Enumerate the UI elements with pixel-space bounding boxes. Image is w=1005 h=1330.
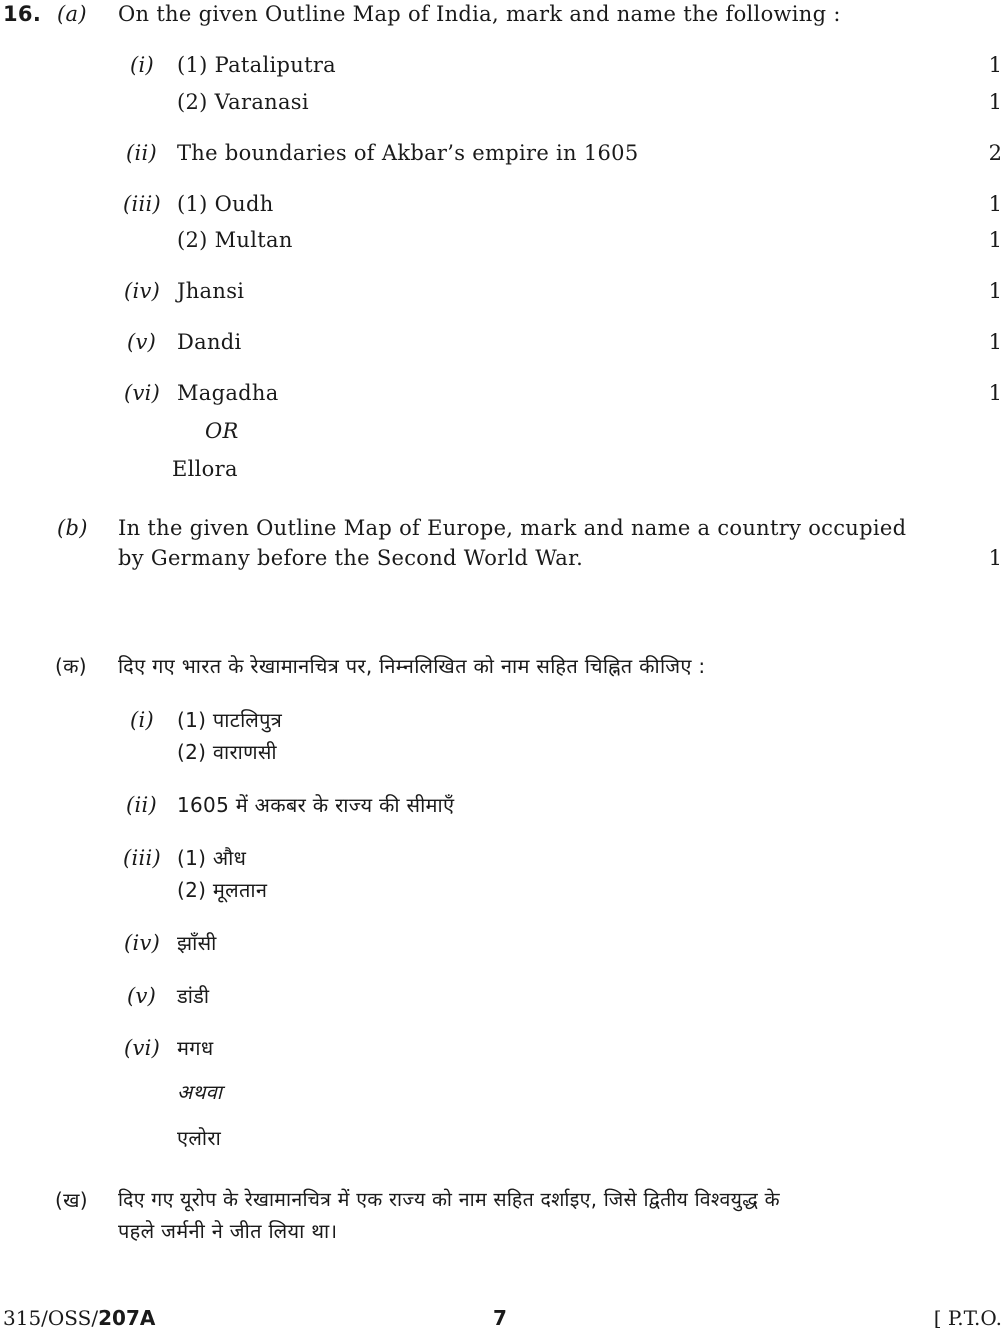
footer-code [3,1306,155,1330]
hindi-item-v-line-1: डांडी [177,984,210,1008]
item-vi-line-1-marks: 1 [988,381,1002,405]
hindi-item-iii-label: (iii) [123,846,162,870]
item-vi-alternative: Ellora [172,457,238,481]
item-iii-line-1-marks: 1 [988,192,1002,216]
item-ii-line-1: The boundaries of Akbar’s empire in 1605 [177,141,639,165]
item-v-line-1-marks: 1 [988,330,1002,354]
part-b-label: (b) [57,516,88,540]
item-iii-line-2-marks: 1 [988,228,1002,252]
hindi-item-iv-line-1: झाँसी [177,931,217,955]
item-iv-line-1-marks: 1 [988,279,1002,303]
pto-label: [ P.T.O. [933,1306,1002,1330]
hindi-item-vi-or: अथवा [177,1080,223,1104]
hindi-item-iv-label: (iv) [124,931,161,955]
item-v-label: (v) [127,330,157,354]
item-iv-line-1: Jhansi [177,279,245,303]
page-number: 7 [493,1306,507,1330]
item-iii-line-1: (1) Oudh [177,192,274,216]
hindi-item-v-label: (v) [127,984,157,1008]
hindi-part-a-label: (क) [55,654,87,678]
item-ii-line-1-marks: 2 [988,141,1002,165]
hindi-item-ii-label: (ii) [126,793,158,817]
item-iii-line-2: (2) Multan [177,228,293,252]
item-i-label: (i) [130,53,155,77]
footer-code-prefix: 315/OSS/ [3,1306,99,1330]
item-ii-label: (ii) [126,141,158,165]
item-vi-line-1: Magadha [177,381,279,405]
hindi-item-iii-line-1: (1) औध [177,846,247,870]
part-b-line-1: In the given Outline Map of Europe, mark and name a country occupied [118,516,907,540]
item-i-line-1: (1) Pataliputra [177,53,336,77]
hindi-item-ii-line-1: 1605 में अकबर के राज्य की सीमाएँ [177,793,455,817]
item-i-line-1-marks: 1 [988,53,1002,77]
item-vi-label: (vi) [124,381,161,405]
item-v-line-1: Dandi [177,330,242,354]
item-i-line-2: (2) Varanasi [177,90,309,114]
part-a-instruction: On the given Outline Map of India, mark and name the following : [118,2,841,26]
item-iii-label: (iii) [123,192,162,216]
hindi-part-a-instruction: दिए गए भारत के रेखामानचित्र पर, निम्नलिखित को नाम सहित चिह्नित कीजिए : [118,654,706,678]
hindi-item-vi-label: (vi) [124,1036,161,1060]
item-iv-label: (iv) [124,279,161,303]
part-b-marks: 1 [988,546,1002,570]
part-a-label: (a) [57,2,87,26]
hindi-part-b-line-1: दिए गए यूरोप के रेखामानचित्र में एक राज्य को नाम सहित दर्शाइए, जिसे द्वितीय विश्वयुद्ध के [118,1188,780,1211]
hindi-item-vi-line-1: मगध [177,1036,214,1060]
hindi-item-i-label: (i) [130,708,155,732]
hindi-part-b-label: (ख) [55,1188,88,1212]
part-b-line-2: by Germany before the Second World War. [118,546,584,570]
footer-code-bold: 207A [98,1306,156,1330]
question-number: 16. [3,2,42,26]
hindi-item-vi-alternative: एलोरा [177,1126,222,1150]
hindi-item-i-line-1: (1) पाटलिपुत्र [177,708,283,732]
hindi-item-i-line-2: (2) वाराणसी [177,740,277,764]
hindi-part-b-line-2: पहले जर्मनी ने जीत लिया था। [118,1219,338,1243]
item-i-line-2-marks: 1 [988,90,1002,114]
item-vi-or: OR [205,419,239,443]
hindi-item-iii-line-2: (2) मूलतान [177,878,268,902]
